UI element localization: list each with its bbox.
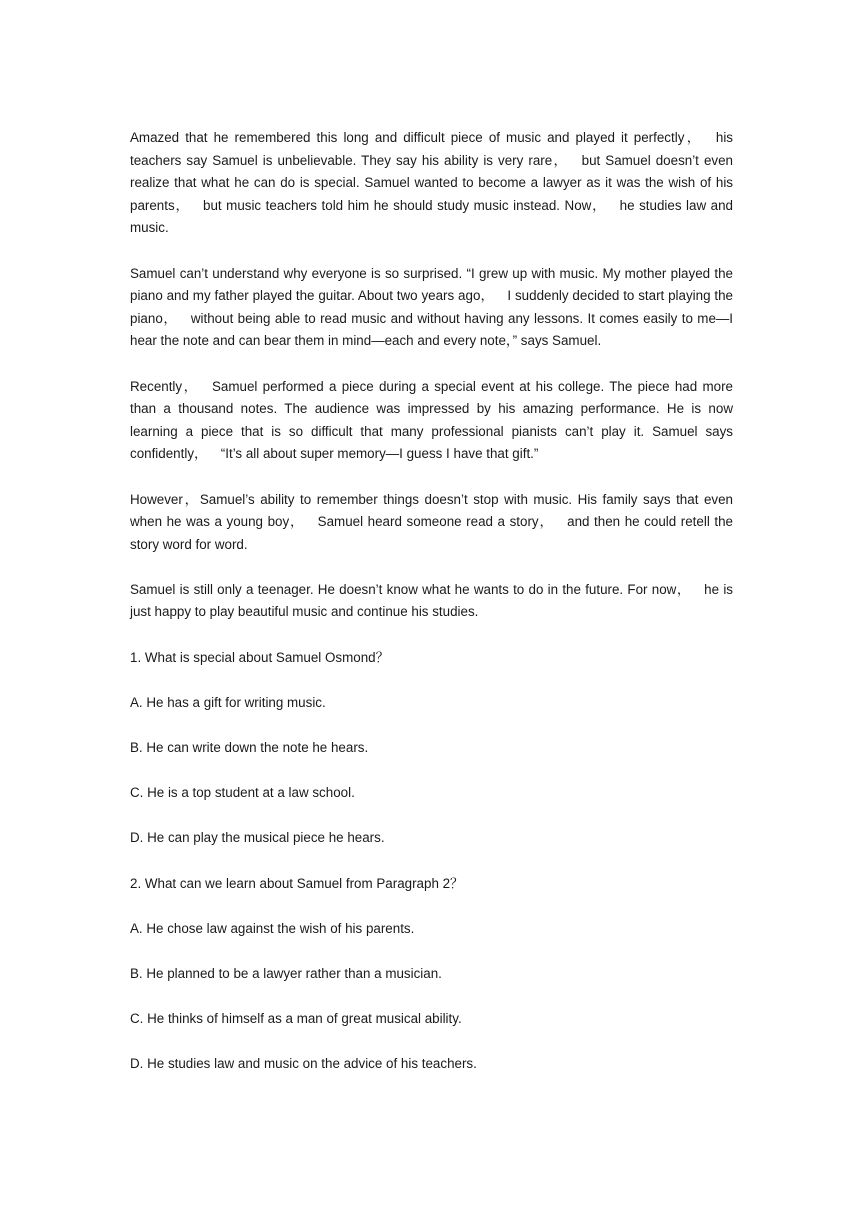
question-1 — [130, 647, 733, 850]
question-2 — [130, 873, 733, 1076]
question-2-option-d: D. He studies law and music on the advice of his teachers. — [130, 1056, 477, 1072]
passage-paragraph-3: Recently， Samuel performed a piece during a special event at his college. The piece had more than a thousand notes. The audience was impressed by his amazing performance. He is now learning a piece that is so difficult that many professional pianists can’t play it. Samuel says confidently， “It’s all about super memory—I guess I have that gift.” — [130, 378, 733, 462]
question-2-option-a: A. He chose law against the wish of his parents. — [130, 920, 415, 936]
passage-paragraph-4: However，Samuel’s ability to remember things doesn’t stop with music. His family says that even when he was a young boy， Samuel heard someone read a story， and then he could retell the story word for word. — [130, 491, 733, 552]
question-1-option-c: C. He is a top student at a law school. — [130, 785, 355, 801]
question-2-option-b: B. He planned to be a lawyer rather than a musician. — [130, 965, 442, 981]
passage-paragraph-2: Samuel can’t understand why everyone is so surprised. “I grew up with music. My mother played the piano and my father played the guitar. About two years ago， I suddenly decided to start playing the piano， without being able to read music and without having any lessons. It comes easily to me—I hear the note and can bear them in mind—each and every note，” says Samuel. — [130, 265, 733, 349]
question-1-stem: 1. What is special about Samuel Osmond？ — [130, 649, 390, 665]
question-1-option-d: D. He can play the musical piece he hears. — [130, 830, 385, 846]
document-page — [130, 127, 733, 1099]
passage-paragraph-1: Amazed that he remembered this long and difficult piece of music and played it perfectly， his teachers say Samuel is unbelievable. They say his ability is very rare， but Samuel doesn’t even realize that what he can do is special. Samuel wanted to become a lawyer as it was the wish of his parents， but music teachers told him he should study music instead. Now， he studies law and music. — [130, 130, 733, 236]
question-2-option-c: C. He thinks of himself as a man of great musical ability. — [130, 1011, 462, 1027]
passage-paragraph-5: Samuel is still only a teenager. He doesn’t know what he wants to do in the future. For now， he is just happy to play beautiful music and continue his studies. — [130, 581, 733, 620]
question-1-option-b: B. He can write down the note he hears. — [130, 740, 369, 756]
question-1-option-a: A. He has a gift for writing music. — [130, 694, 326, 710]
question-2-stem: 2. What can we learn about Samuel from Paragraph 2？ — [130, 875, 464, 891]
